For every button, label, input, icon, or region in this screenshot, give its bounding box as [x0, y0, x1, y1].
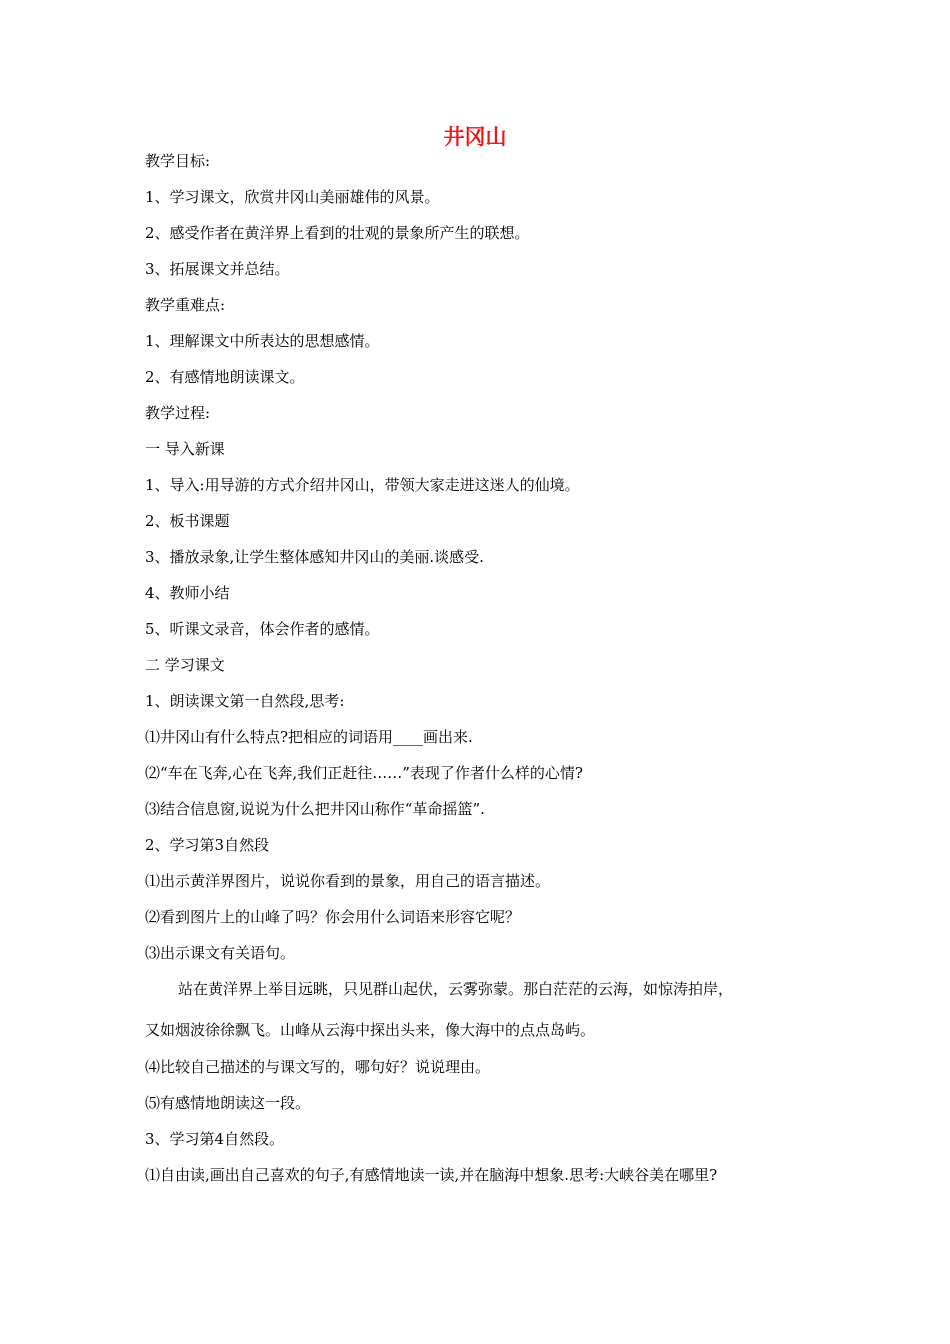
list-item: 4、教师小结 — [145, 584, 230, 602]
subsection-heading: 二 学习课文 — [145, 656, 225, 674]
section-heading: 教学重难点: — [145, 296, 226, 314]
list-item: ⑵看到图片上的山峰了吗？你会用什么词语来形容它呢？ — [145, 908, 521, 926]
list-item: 1、学习课文，欣赏井冈山美丽雄伟的风景。 — [145, 188, 440, 206]
list-item: ⑶结合信息窗,说说为什么把井冈山称作“革命摇篮”. — [145, 800, 485, 818]
list-item: 1、朗读课文第一自然段,思考: — [145, 692, 345, 710]
list-item: ⑴井冈山有什么特点?把相应的词语用____画出来. — [145, 728, 473, 746]
list-item: 5、听课文录音，体会作者的感情。 — [145, 620, 380, 638]
list-item: 3、学习第4自然段。 — [145, 1130, 285, 1148]
list-item: 1、导入:用导游的方式介绍井冈山，带领大家走进这迷人的仙境。 — [145, 476, 580, 494]
list-item: 2、学习第3自然段 — [145, 836, 270, 854]
quoted-passage: 站在黄洋界上举目远眺，只见群山起伏，云雾弥蒙。那白茫茫的云海，如惊涛拍岸， — [178, 980, 734, 998]
quoted-passage: 又如烟波徐徐飘飞。山峰从云海中探出头来，像大海中的点点岛屿。 — [145, 1021, 596, 1039]
list-item: ⑴自由读,画出自己喜欢的句子,有感情地读一读,并在脑海中想象.思考:大峡谷美在哪里? — [145, 1166, 718, 1184]
page-title: 井冈山 — [443, 125, 507, 149]
list-item: 2、板书课题 — [145, 512, 230, 530]
list-item: ⑸有感情地朗读这一段。 — [145, 1094, 311, 1112]
subsection-heading: 一 导入新课 — [145, 440, 225, 458]
list-item: ⑴出示黄洋界图片，说说你看到的景象，用自己的语言描述。 — [145, 872, 551, 890]
section-heading: 教学目标: — [145, 152, 211, 170]
list-item: ⑵“车在飞奔,心在飞奔,我们正赶往……”表现了作者什么样的心情? — [145, 764, 583, 782]
list-item: 2、有感情地朗读课文。 — [145, 368, 305, 386]
list-item: ⑶出示课文有关语句。 — [145, 944, 296, 962]
list-item: 3、播放录象,让学生整体感知井冈山的美丽.谈感受. — [145, 548, 484, 566]
list-item: 2、感受作者在黄洋界上看到的壮观的景象所产生的联想。 — [145, 224, 530, 242]
list-item: 3、拓展课文并总结。 — [145, 260, 290, 278]
list-item: 1、理解课文中所表达的思想感情。 — [145, 332, 380, 350]
section-heading: 教学过程: — [145, 404, 211, 422]
list-item: ⑷比较自己描述的与课文写的，哪句好？说说理由。 — [145, 1058, 491, 1076]
